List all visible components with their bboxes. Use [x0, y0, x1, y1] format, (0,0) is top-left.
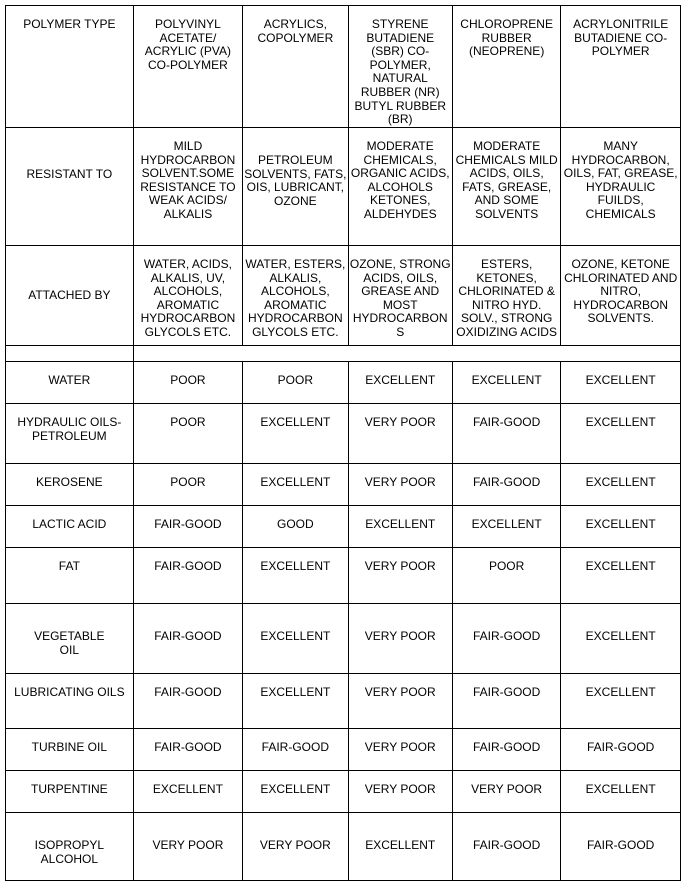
spacer-cell	[133, 346, 680, 362]
table-cell: FAIR-GOOD	[133, 604, 242, 674]
table-cell: FAIR-GOOD	[561, 729, 681, 771]
table-row	[6, 771, 681, 813]
table-cell: VERY POOR	[348, 464, 452, 506]
row-label: KEROSENE	[6, 464, 134, 506]
table-row	[6, 548, 681, 604]
table-cell: VERY POOR	[348, 771, 452, 813]
header-cell: ACRYLICS, COPOLYMER	[243, 6, 348, 128]
table-cell: EXCELLENT	[452, 362, 560, 404]
table-cell: FAIR-GOOD	[452, 674, 560, 729]
table-cell: EXCELLENT	[561, 604, 681, 674]
table-cell: FAIR-GOOD	[452, 813, 560, 881]
table-cell: FAIR-GOOD	[133, 548, 242, 604]
table-cell: MODERATE CHEMICALS MILD ACIDS, OILS, FATS, GREASE, AND SOME SOLVENTS	[452, 128, 560, 246]
table-cell: EXCELLENT	[133, 771, 242, 813]
table-cell: EXCELLENT	[561, 506, 681, 548]
table-row	[6, 604, 681, 674]
table-cell: MANY HYDROCARBON, OILS, FAT, GREASE, HYDRAULIC FUILDS, CHEMICALS	[561, 128, 681, 246]
table-cell: MILD HYDROCARBON SOLVENT.SOME RESISTANCE TO WEAK ACIDS/ ALKALIS	[133, 128, 242, 246]
table-row	[6, 404, 681, 464]
header-row	[6, 6, 681, 128]
table-cell: POOR	[133, 362, 242, 404]
table-cell: FAIR-GOOD	[452, 604, 560, 674]
table-cell: VERY POOR	[452, 771, 560, 813]
table-cell: FAIR-GOOD	[133, 729, 242, 771]
spacer-cell	[6, 346, 134, 362]
table-cell: EXCELLENT	[348, 813, 452, 881]
table-cell: MODERATE CHEMICALS, ORGANIC ACIDS, ALCOHOLS KETONES, ALDEHYDES	[348, 128, 452, 246]
table-cell: POOR	[243, 362, 348, 404]
row-label: LUBRICATING OILS	[6, 674, 134, 729]
row-label: VEGETABLE OIL	[6, 604, 134, 674]
table-cell: OZONE, KETONE CHLORINATED AND NITRO, HYDROCARBON SOLVENTS.	[561, 246, 681, 346]
table-cell: OZONE, STRONG ACIDS, OILS, GREASE AND MOST HYDROCARBONS	[348, 246, 452, 346]
row-label: ISOPROPYL ALCOHOL	[6, 813, 134, 881]
header-cell: STYRENE BUTADIENE (SBR) CO-POLYMER, NATURAL RUBBER (NR) BUTYL RUBBER (BR)	[348, 6, 452, 128]
table-cell: VERY POOR	[348, 674, 452, 729]
table-cell: PETROLEUM SOLVENTS, FATS, OIS, LUBRICANT, OZONE	[243, 128, 348, 246]
table-cell: EXCELLENT	[243, 771, 348, 813]
table-cell: FAIR-GOOD	[452, 464, 560, 506]
table-cell: EXCELLENT	[243, 404, 348, 464]
table-cell: EXCELLENT	[452, 506, 560, 548]
table-cell: FAIR-GOOD	[133, 506, 242, 548]
table-cell: VERY POOR	[348, 604, 452, 674]
table-row	[6, 674, 681, 729]
table-row	[6, 464, 681, 506]
table-cell: ESTERS, KETONES, CHLORINATED & NITRO HYD. SOLV., STRONG OXIDIZING ACIDS	[452, 246, 560, 346]
row-label: TURBINE OIL	[6, 729, 134, 771]
table-cell: VERY POOR	[133, 813, 242, 881]
row-label: ATTACHED BY	[6, 246, 134, 346]
table-cell: EXCELLENT	[561, 464, 681, 506]
table-row	[6, 506, 681, 548]
polymer-resistance-table	[5, 5, 681, 881]
table-cell: EXCELLENT	[243, 548, 348, 604]
table-cell: EXCELLENT	[561, 771, 681, 813]
table-cell: EXCELLENT	[243, 674, 348, 729]
table-cell: EXCELLENT	[243, 604, 348, 674]
table-cell: FAIR-GOOD	[133, 674, 242, 729]
table-cell: VERY POOR	[348, 729, 452, 771]
row-label: TURPENTINE	[6, 771, 134, 813]
table-cell: FAIR-GOOD	[243, 729, 348, 771]
row-label: WATER	[6, 362, 134, 404]
row-label: RESISTANT TO	[6, 128, 134, 246]
table-cell: WATER, ESTERS, ALKALIS, ALCOHOLS, AROMATIC HYDROCARBON GLYCOLS ETC.	[243, 246, 348, 346]
table-cell: WATER, ACIDS, ALKALIS, UV, ALCOHOLS, AROMATIC HYDROCARBON GLYCOLS ETC.	[133, 246, 242, 346]
header-cell: POLYMER TYPE	[6, 6, 134, 128]
header-cell: ACRYLONITRILE BUTADIENE CO-POLYMER	[561, 6, 681, 128]
header-cell: CHLOROPRENE RUBBER (NEOPRENE)	[452, 6, 560, 128]
table-cell: VERY POOR	[348, 404, 452, 464]
table-row	[6, 729, 681, 771]
table-cell: EXCELLENT	[348, 362, 452, 404]
row-label: FAT	[6, 548, 134, 604]
table-cell: FAIR-GOOD	[561, 813, 681, 881]
table-cell: EXCELLENT	[561, 548, 681, 604]
table-cell: EXCELLENT	[561, 674, 681, 729]
table-cell: EXCELLENT	[561, 362, 681, 404]
table-row	[6, 813, 681, 881]
resistant-row	[6, 128, 681, 246]
table-row	[6, 362, 681, 404]
table-cell: VERY POOR	[348, 548, 452, 604]
attached-row	[6, 246, 681, 346]
table-cell: EXCELLENT	[243, 464, 348, 506]
table-cell: FAIR-GOOD	[452, 729, 560, 771]
row-label: HYDRAULIC OILS-PETROLEUM	[6, 404, 134, 464]
header-cell: POLYVINYL ACETATE/ ACRYLIC (PVA) CO-POLYMER	[133, 6, 242, 128]
table-cell: POOR	[452, 548, 560, 604]
table-cell: POOR	[133, 464, 242, 506]
table-cell: POOR	[133, 404, 242, 464]
spacer-row	[6, 346, 681, 362]
table-cell: EXCELLENT	[561, 404, 681, 464]
table-cell: FAIR-GOOD	[452, 404, 560, 464]
table-cell: GOOD	[243, 506, 348, 548]
table-cell: VERY POOR	[243, 813, 348, 881]
row-label: LACTIC ACID	[6, 506, 134, 548]
table-cell: EXCELLENT	[348, 506, 452, 548]
